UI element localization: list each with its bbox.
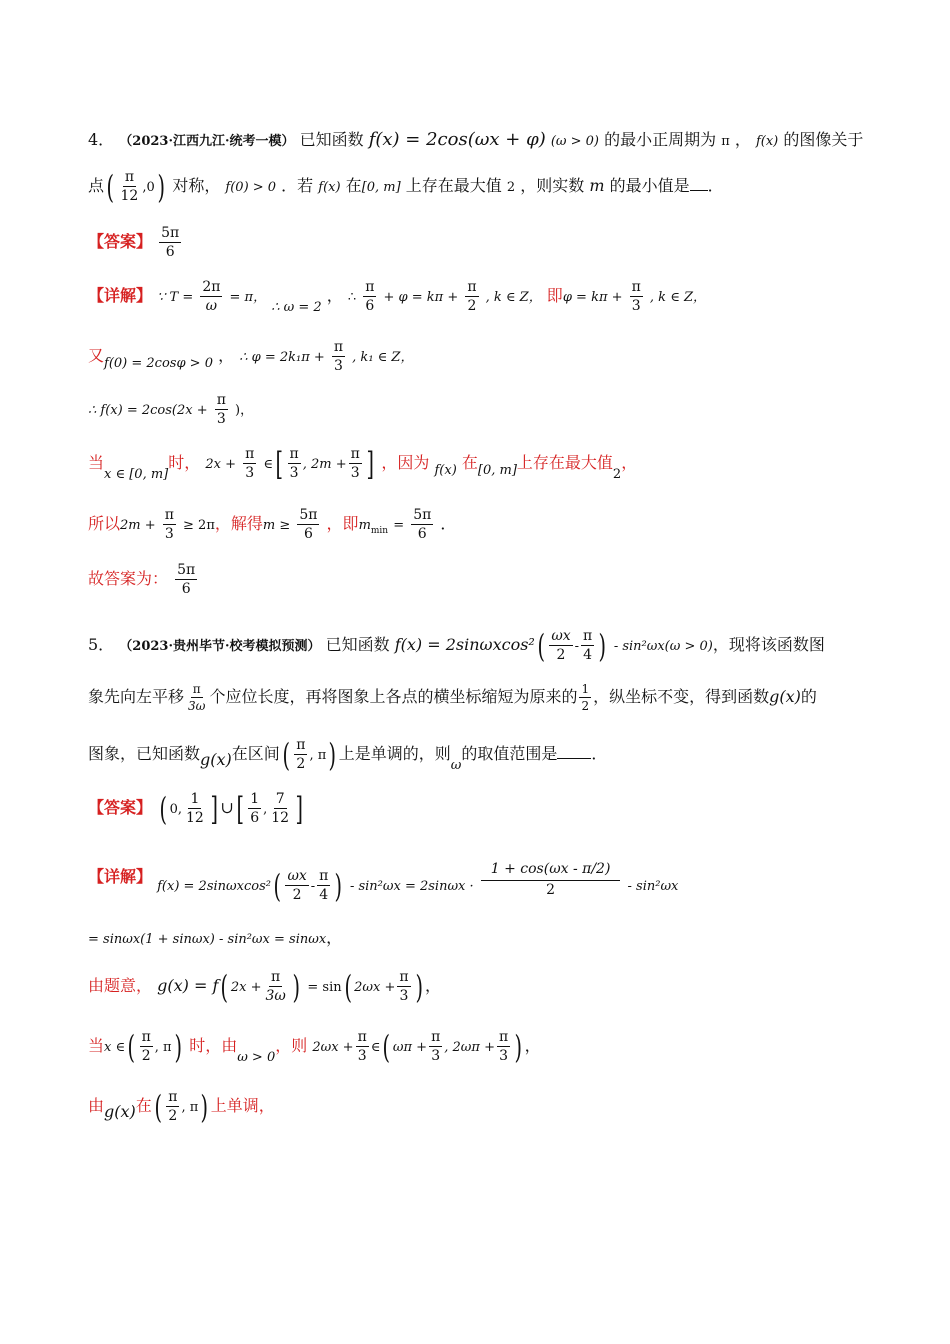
q4-fx: f(x)	[318, 180, 341, 195]
text: 当	[88, 453, 105, 472]
q4-m: m	[589, 176, 605, 195]
text: 由题意，	[88, 976, 153, 995]
math: 2x +	[205, 457, 236, 472]
math: , 2m +	[302, 457, 347, 472]
q5-text: 在区间	[231, 744, 280, 763]
text: 即	[546, 286, 563, 305]
math: ∴ φ = 2k₁π +	[239, 350, 325, 365]
answer-label: 【答案】	[88, 798, 153, 817]
math: ωπ +	[392, 1040, 428, 1055]
final-label: 故答案为：	[88, 569, 169, 588]
fraction: $\frac{7}{12}$	[271, 791, 290, 826]
q4-detail-line-1	[88, 280, 890, 313]
fraction: $\frac{1}{2}$	[581, 682, 590, 713]
text: 又	[88, 346, 105, 365]
math: 2ωx +	[354, 980, 396, 995]
text: 上单调，	[210, 1096, 275, 1115]
fraction: $\frac{\omega x}{2}$	[287, 868, 307, 903]
math: min	[370, 526, 389, 537]
math: , k₁ ∈ Z，	[352, 350, 414, 365]
fraction: $\frac{\pi}{3}$	[289, 446, 299, 481]
answer-label: 【答案】	[88, 232, 153, 251]
math: = sin	[307, 980, 342, 995]
q4-detail-line-5	[88, 508, 890, 541]
q5-text: 已知函数	[325, 635, 390, 654]
q5-detail-line-5: 由g(x)在( $\frac{\pi}{2}$ , π) 上单调，	[88, 1087, 275, 1126]
fraction: $\frac{\pi}{3}$	[399, 969, 409, 1004]
math: g(x)	[200, 750, 232, 769]
math: ω	[450, 758, 462, 773]
punct: ，	[218, 346, 235, 365]
q4-text: ．	[707, 176, 724, 195]
fraction: $\frac{\pi}{4}$	[319, 868, 329, 903]
text: 上存在最大值	[516, 453, 613, 472]
math: ∴ ω = 2	[271, 300, 322, 315]
fraction: $\frac{1}{12}$	[186, 791, 204, 826]
text: 在	[135, 1096, 152, 1115]
math: g(x)	[769, 687, 801, 706]
math: φ = kπ +	[562, 290, 623, 305]
punct: ，	[326, 286, 343, 305]
fraction: $\frac{\omega x}{2}$	[551, 628, 571, 663]
math: , 2ωπ +	[444, 1040, 495, 1055]
math: ,	[263, 802, 268, 817]
math: f(x)	[434, 463, 457, 478]
answer-fraction: $\frac{5\pi}{6}$	[161, 225, 180, 260]
fraction: $\frac{\pi}{2}$	[467, 279, 477, 314]
q5-text: ．	[591, 744, 608, 763]
math: ∵ T =	[157, 290, 194, 305]
punct: ．	[440, 514, 457, 533]
q5-detail-line-4: 当x ∈( $\frac{\pi}{2}$ , π) 时，由$_{\omega > 0}$，则 2ωx + $\frac{\pi}{3}$ ∈( ωπ + $\frac{\pi}{3}$ , 2ωπ + $\frac{\pi}{3}$ ) ，	[88, 1027, 541, 1066]
fraction: $\frac{\pi}{3}$	[333, 339, 344, 374]
q4-text: 点	[88, 176, 105, 195]
q4-text: ．若	[281, 176, 314, 195]
math: ≥ 2π	[183, 518, 215, 533]
q5-stem-line-3: 图象，已知函数g(x)在区间( $\frac{\pi}{2}$ , π) 上是单调的，则$_\omega$的取值范围是 ．	[88, 735, 608, 774]
q4-stem-line-1	[88, 131, 890, 149]
q4-fx: f(x)	[755, 134, 779, 149]
math: - sin²ωx(ω > 0)	[613, 639, 713, 654]
fraction: $\frac{\pi}{4}$	[583, 628, 593, 663]
fraction: $\frac{\pi}{3}$	[245, 446, 255, 481]
math: m ≥	[262, 518, 291, 533]
math: -	[574, 639, 580, 654]
q4-text: 上存在最大值	[405, 176, 502, 195]
fraction: $\frac{5\pi}{6}$	[299, 507, 318, 542]
punct: ，	[425, 976, 442, 995]
q4-f0: f(0) > 0	[225, 180, 277, 195]
q5-text: 上是单调的，则	[338, 744, 451, 763]
math: 2	[612, 467, 622, 482]
q4-answer	[88, 226, 890, 259]
math: ∴ f(x) = 2cos(2x +	[88, 403, 208, 418]
punct: ，	[621, 453, 638, 472]
detail-label: 【详解】	[88, 286, 153, 305]
fraction: $\frac{\pi}{3}$	[431, 1029, 441, 1064]
text: ，因为	[381, 453, 430, 472]
q4-text: 的最小值是	[609, 176, 690, 195]
q4-condition: (ω > 0)	[550, 134, 599, 149]
math: ∈	[263, 457, 274, 472]
math: g(x)	[104, 1102, 136, 1121]
fraction: $\frac{\pi}{3\omega}$	[265, 969, 286, 1004]
text: ，解得	[214, 514, 263, 533]
q4-final-answer	[88, 563, 890, 596]
detail-label: 【详解】	[88, 867, 153, 886]
q5-text: 个应位长度，再将图象上各点的横坐标缩短为原来的	[209, 687, 578, 706]
q4-stem-line-2: 点( $\frac{\pi}{12}$ ,0) 对称， f(0) > 0 ．若 f(x) 在[0, m] 上存在最大值 2 ，则实数 m 的最小值是 ．	[88, 167, 724, 206]
math: , π	[309, 748, 327, 763]
fraction: $\frac{1 + \cos(\omega x - \pi/2)}{2}$	[481, 858, 621, 897]
q4-detail-line-4: 当$_{x \in [0, m]}$时， 2x + $\frac{\pi}{3}$ ∈[ $\frac{\pi}{3}$ , 2m + $\frac{\pi}{3}$ ] ，因为 $_{f(x)}$ 在$_{[0, m]}$上存在最大值$_2$，	[88, 444, 638, 483]
text: 由	[88, 1096, 105, 1115]
answer-blank	[690, 190, 708, 191]
math: , π	[154, 1040, 172, 1055]
fraction: $\frac{2\pi}{\omega}$	[202, 279, 221, 314]
q4-detail-line-3	[88, 393, 890, 426]
fraction: $\frac{\pi}{3}$	[216, 392, 226, 427]
fraction: $\frac{\pi}{12}$	[120, 169, 139, 204]
math: 2m +	[120, 518, 156, 533]
math: =	[393, 518, 405, 533]
q5-text: 图象，已知函数	[88, 744, 201, 763]
text: 所以	[88, 514, 121, 533]
text: 时，	[168, 453, 201, 472]
fraction: $\frac{\pi}{2}$	[141, 1029, 151, 1064]
math: = π，	[229, 290, 267, 305]
fraction: $\frac{\pi}{3}$	[350, 446, 360, 481]
q5-source: （2023·贵州毕节·校考模拟预测）	[119, 639, 321, 654]
fraction: $\frac{\pi}{3}$	[631, 279, 641, 314]
math: )，	[235, 403, 254, 418]
math: 2x +	[230, 980, 262, 995]
q5-detail-line-2	[88, 930, 890, 946]
text: 时，由	[189, 1036, 238, 1055]
fraction: $\frac{\pi}{3}$	[498, 1029, 509, 1064]
q4-source: （2023·江西九江·统考一模）	[119, 134, 295, 149]
q4-text: 的最小正周期为	[604, 130, 717, 149]
q5-number: 5．	[88, 635, 115, 654]
math: , π	[181, 1100, 199, 1115]
q5-answer: 【答案】 ( 0, $\frac{1}{12}$ ] ∪[ $\frac{1}{6}$ , $\frac{7}{12}$ ]	[88, 789, 304, 828]
punct: ，	[326, 928, 343, 947]
q4-function: f(x) = 2cos(ωx + φ)	[368, 129, 546, 150]
math: -	[310, 879, 316, 894]
q4-text: 对称，	[172, 176, 221, 195]
punct: ，	[524, 1036, 541, 1055]
math: 2ωx +	[312, 1040, 354, 1055]
math: m	[358, 518, 371, 533]
math: + φ = kπ +	[383, 290, 459, 305]
math: g(x) = f	[157, 976, 219, 995]
answer-blank	[557, 758, 591, 759]
fraction: $\frac{5\pi}{6}$	[413, 507, 432, 542]
q4-text: ，则实数	[520, 176, 585, 195]
math: ω > 0	[237, 1050, 276, 1065]
q4-max-value: 2	[506, 180, 516, 195]
math: ∴	[347, 290, 357, 305]
fraction: $\frac{1}{6}$	[250, 791, 260, 826]
q5-stem-line-1: 5． （2023·贵州毕节·校考模拟预测） 已知函数 f(x) = 2sinωxcos²( $\frac{\omega x}{2}$ - $\frac{\pi}{4}$ ) - sin²ωx(ω > 0)，现将该函数图	[88, 626, 825, 665]
math: 0,	[169, 802, 182, 817]
fraction: $\frac{\pi}{2}$	[168, 1089, 178, 1124]
fraction: $\frac{\pi}{3}$	[164, 507, 174, 542]
text: ，则	[275, 1036, 308, 1055]
math: ∪	[220, 798, 234, 817]
math: - sin²ωx	[627, 879, 679, 894]
text: 当	[88, 1036, 105, 1055]
q5-text: 的取值范围是	[461, 744, 558, 763]
q5-detail-line-1: 【详解】 $_{f(x) = 2sin\omega xcos^2}$( $\frac{\omega x}{2}$ $_-$ $\frac{\pi}{4}$ ) $_{- sin^2\omega x = 2sin\omega x \cdot}$ $\frac{1 + \cos(\omega x - \pi/2)}{2}$ $_{- sin^2\omega x}$	[88, 858, 890, 897]
fraction: $\frac{\pi}{6}$	[365, 279, 375, 314]
math: , k ∈ Z，	[485, 290, 542, 305]
q4-interval: [0, m]	[361, 180, 401, 195]
q5-text: ，纵坐标不变，得到函数	[593, 687, 770, 706]
math: f(x) = 2sinωxcos²	[394, 635, 535, 654]
fraction: $\frac{\pi}{3}$	[357, 1029, 367, 1064]
q5-text: ，现将该函数图	[712, 635, 825, 654]
math: f(x) = 2sinωxcos²	[157, 879, 271, 894]
text: 在	[461, 453, 478, 472]
q4-text: 的图像关于	[783, 130, 864, 149]
q4-text: ，	[734, 130, 751, 149]
fraction: $\frac{5\pi}{6}$	[177, 562, 196, 597]
q4-number: 4．	[88, 130, 115, 149]
q5-text: 的	[800, 687, 817, 706]
q4-text: 在	[345, 176, 362, 195]
fraction: $\frac{\pi}{3\omega}$	[188, 682, 206, 713]
q5-detail-line-3: 由题意， g(x) = f( 2x + $\frac{\pi}{3\omega}$ ) = sin( 2ωx + $\frac{\pi}{3}$ ) ，	[88, 967, 442, 1006]
math: - sin²ωx = 2sinωx ·	[349, 879, 474, 894]
q4-text: 已知函数	[299, 130, 364, 149]
q5-stem-line-2	[88, 683, 890, 712]
math: x ∈ [0, m]	[104, 467, 169, 482]
q5-text: 象先向左平移	[88, 687, 185, 706]
text: ，即	[326, 514, 359, 533]
math: x ∈	[104, 1040, 126, 1055]
math: , k ∈ Z，	[649, 290, 706, 305]
math: [0, m]	[477, 463, 517, 478]
math: f(0) = 2cosφ > 0	[104, 356, 213, 371]
math: = sinωx(1 + sinωx) - sin²ωx = sinωx	[88, 932, 327, 947]
fraction: $\frac{\pi}{2}$	[296, 737, 306, 772]
math: ∈	[370, 1040, 381, 1055]
q4-pi: π	[721, 134, 730, 149]
q4-detail-line-2	[88, 340, 890, 373]
